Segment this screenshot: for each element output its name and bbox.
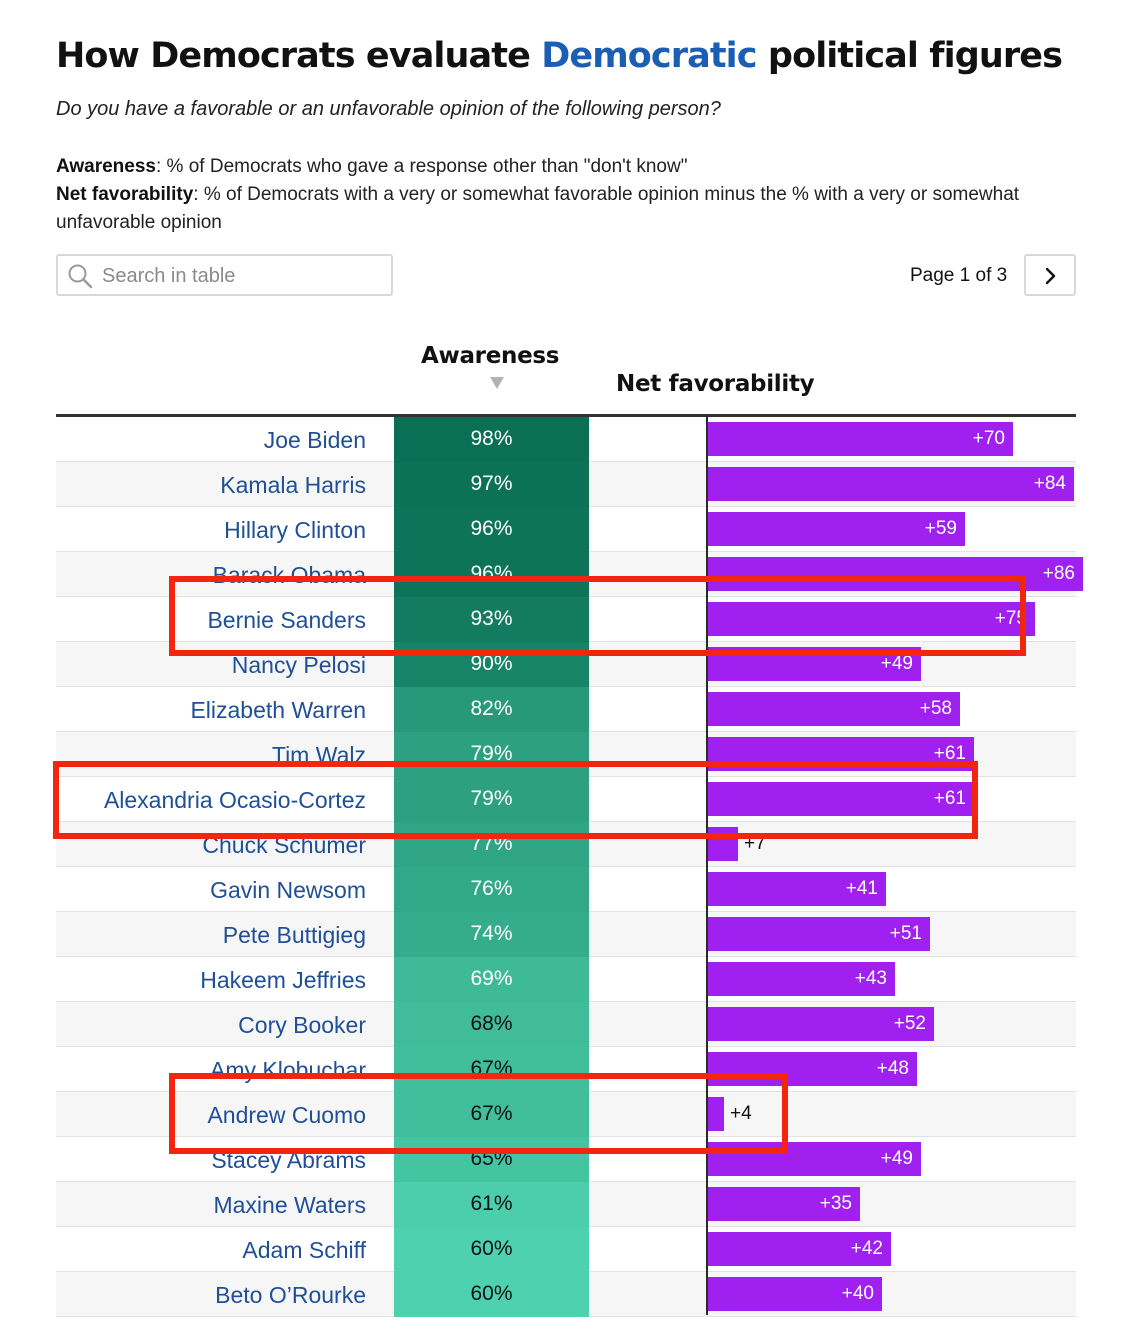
awareness-value: 90% xyxy=(470,652,513,675)
net-favorability-label: +40 xyxy=(841,1283,874,1304)
awareness-value: 82% xyxy=(470,697,513,720)
person-name: Beto O’Rourke xyxy=(215,1282,366,1308)
table-row xyxy=(56,1182,1076,1227)
awareness-value: 69% xyxy=(470,967,513,990)
awareness-cell xyxy=(394,867,589,912)
subtitle: Do you have a favorable or an unfavorable opinion of the following person? xyxy=(56,98,721,120)
net-favorability-bar xyxy=(707,872,886,906)
awareness-cell xyxy=(394,462,589,507)
person-name: Adam Schiff xyxy=(242,1237,366,1263)
awareness-cell xyxy=(394,1272,589,1317)
chevron-right-icon xyxy=(1041,266,1061,286)
net-favorability-label: +58 xyxy=(919,698,952,719)
net-favorability-label: +35 xyxy=(819,1193,852,1214)
awareness-value: 76% xyxy=(470,877,513,900)
person-name: Hillary Clinton xyxy=(224,517,366,543)
net-favorability-bar xyxy=(707,1187,860,1221)
person-name: Stacey Abrams xyxy=(211,1147,366,1173)
table-row xyxy=(56,867,1076,912)
awareness-cell xyxy=(394,417,589,462)
net-favorability-bar xyxy=(707,962,895,996)
person-name: Pete Buttigieg xyxy=(222,922,366,948)
table-row xyxy=(56,1227,1076,1272)
awareness-cell xyxy=(394,912,589,957)
column-definitions xyxy=(56,153,1056,237)
sort-descending-icon[interactable] xyxy=(490,377,504,389)
table-row xyxy=(56,957,1076,1002)
awareness-cell xyxy=(394,507,589,552)
awareness-cell xyxy=(394,687,589,732)
net-favorability-bar xyxy=(707,467,1074,501)
awareness-value: 96% xyxy=(470,562,513,585)
net-favorability-label: +7 xyxy=(744,833,766,854)
net-favorability-definition: Net favorability: % of Democrats with a very or somewhat favorable opinion minus the % with a very or somewhat unfavorable opinion xyxy=(56,184,1020,233)
net-favorability-label: +52 xyxy=(893,1013,926,1034)
next-page-button[interactable] xyxy=(1024,254,1076,296)
title-highlight: Democratic xyxy=(541,36,757,76)
net-favorability-bar xyxy=(707,692,960,726)
person-name: Hakeem Jeffries xyxy=(200,967,366,993)
awareness-value: 60% xyxy=(470,1237,513,1260)
net-favorability-label: +49 xyxy=(880,653,913,674)
table-row xyxy=(56,1272,1076,1317)
net-favorability-label: +86 xyxy=(1042,563,1075,584)
net-favorability-label: +61 xyxy=(933,743,966,764)
awareness-value: 68% xyxy=(470,1012,513,1035)
person-name: Chuck Schumer xyxy=(202,832,366,858)
person-name: Cory Booker xyxy=(238,1012,366,1038)
highlight-box xyxy=(53,761,978,839)
awareness-value: 97% xyxy=(470,472,513,495)
awareness-value: 65% xyxy=(470,1147,513,1170)
net-favorability-label: +70 xyxy=(972,428,1005,449)
net-favorability-label: +43 xyxy=(854,968,887,989)
person-name: Barack Obama xyxy=(212,562,366,588)
person-name: Tim Walz xyxy=(271,742,366,768)
awareness-value: 93% xyxy=(470,607,513,630)
net-favorability-bar xyxy=(707,512,965,546)
person-name: Nancy Pelosi xyxy=(231,652,366,678)
person-name: Bernie Sanders xyxy=(207,607,366,633)
table-row xyxy=(56,507,1076,552)
person-name: Maxine Waters xyxy=(213,1192,366,1218)
net-favorability-label: +84 xyxy=(1033,473,1066,494)
awareness-value: 98% xyxy=(470,427,513,450)
awareness-cell xyxy=(394,1182,589,1227)
search-box[interactable] xyxy=(56,254,393,296)
chart-title: How Democrats evaluate Democratic political figures xyxy=(56,36,1063,76)
net-favorability-bar xyxy=(707,1232,891,1266)
awareness-column-header[interactable]: Awareness xyxy=(421,343,560,369)
net-favorability-label: +42 xyxy=(850,1238,883,1259)
page-indicator: Page 1 of 3 xyxy=(910,265,1008,286)
awareness-value: 96% xyxy=(470,517,513,540)
table-row xyxy=(56,462,1076,507)
awareness-value: 60% xyxy=(470,1282,513,1305)
net-favorability-bar xyxy=(707,1007,934,1041)
highlight-box xyxy=(169,1073,788,1154)
table-row xyxy=(56,912,1076,957)
awareness-value: 67% xyxy=(470,1102,513,1125)
net-favorability-label: +48 xyxy=(876,1058,909,1079)
net-favorability-column-header[interactable]: Net favorability xyxy=(616,371,815,397)
net-favorability-zero-axis xyxy=(706,417,708,1315)
highlight-box xyxy=(169,576,1026,656)
net-favorability-bar xyxy=(707,422,1013,456)
awareness-cell xyxy=(394,1227,589,1272)
net-favorability-bar xyxy=(707,917,930,951)
awareness-value: 79% xyxy=(470,742,513,765)
net-favorability-label: +51 xyxy=(889,923,922,944)
person-name: Amy Klobuchar xyxy=(210,1057,366,1083)
person-name: Elizabeth Warren xyxy=(190,697,366,723)
awareness-value: 74% xyxy=(470,922,513,945)
net-favorability-label: +59 xyxy=(924,518,957,539)
table-row xyxy=(56,687,1076,732)
person-name: Andrew Cuomo xyxy=(207,1102,366,1128)
person-name: Gavin Newsom xyxy=(210,877,366,903)
search-placeholder: Search in table xyxy=(102,265,236,287)
net-favorability-label: +4 xyxy=(730,1103,752,1124)
net-favorability-label: +49 xyxy=(880,1148,913,1169)
awareness-cell xyxy=(394,1002,589,1047)
table-row xyxy=(56,417,1076,462)
table-row xyxy=(56,1002,1076,1047)
person-name: Joe Biden xyxy=(263,427,366,453)
person-name: Alexandria Ocasio-Cortez xyxy=(103,787,366,813)
awareness-definition: Awareness: % of Democrats who gave a response other than "don't know" xyxy=(56,156,688,177)
net-favorability-label: +41 xyxy=(845,878,878,899)
net-favorability-bar xyxy=(707,1277,882,1311)
awareness-value: 77% xyxy=(470,832,513,855)
search-icon xyxy=(67,263,93,289)
awareness-value: 67% xyxy=(470,1057,513,1080)
person-name: Kamala Harris xyxy=(220,472,366,498)
awareness-cell xyxy=(394,957,589,1002)
awareness-value: 79% xyxy=(470,787,513,810)
net-favorability-label: +61 xyxy=(933,788,966,809)
awareness-value: 61% xyxy=(470,1192,513,1215)
net-favorability-label: +75 xyxy=(994,608,1027,629)
